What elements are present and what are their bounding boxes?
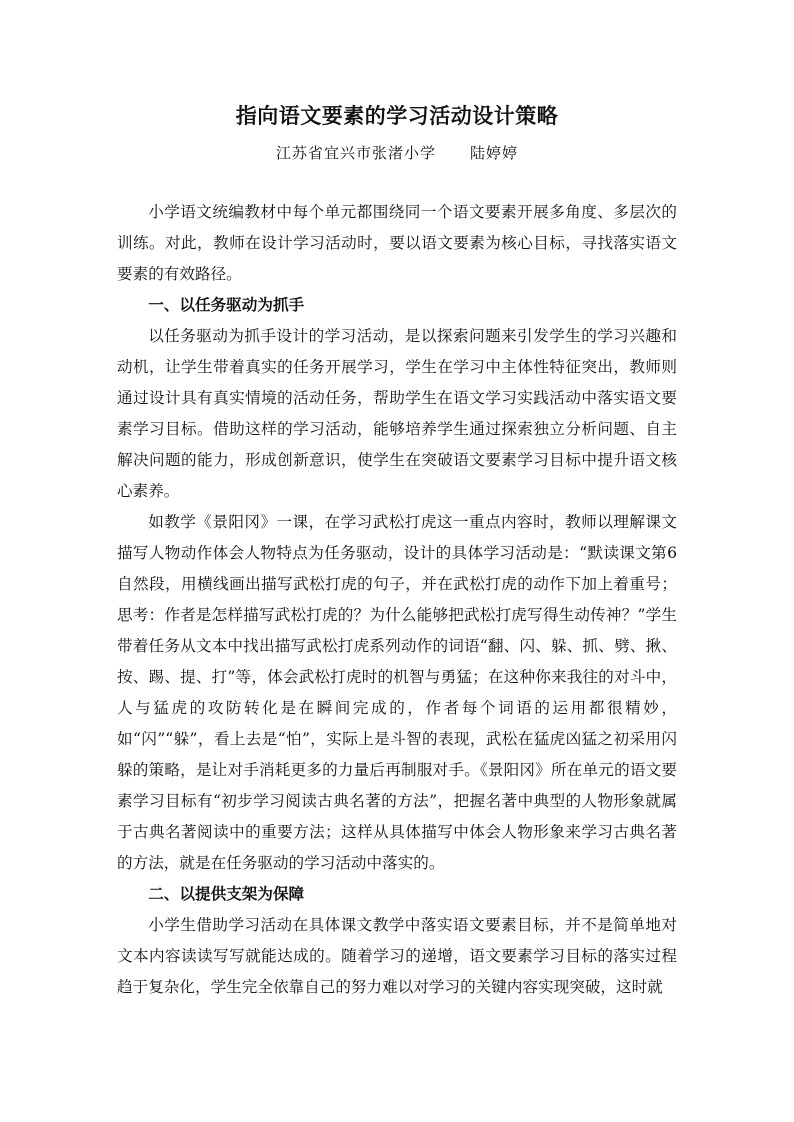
- section1-paragraph-1: 以任务驱动为抓手设计的学习活动，是以探索问题来引发学生的学习兴趣和动机，让学生带着真实的任务开展学习，学生在学习中主体性特征突出，教师则通过设计具有真实情境的活动任务，帮助学生在语文学习实践活动中落实语文要素学习目标。借助这样的学习活动，能够培养学生通过探索独立分析问题、自主解决问题的能力，形成创新意识，使学生在突破语文要素学习目标中提升语文核心素养。: [117, 327, 677, 500]
- article-title: 指向语文要素的学习活动设计策略: [235, 104, 559, 128]
- section-heading-1: 一、以任务驱动为抓手: [148, 296, 305, 314]
- author-affiliation: 江苏省宜兴市张渚小学: [275, 144, 436, 162]
- author-byline: [0, 141, 794, 165]
- section-heading-2: 二、以提供支架为保障: [148, 885, 305, 903]
- author-name: 陆婷婷: [470, 144, 519, 162]
- article-body: [117, 197, 677, 1003]
- section2-paragraph-1: 小学生借助学习活动在具体课文教学中落实语文要素目标，并不是简单地对文本内容读读写写就能达成的。随着学习的递增，语文要素学习目标的落实过程趋于复杂化，学生完全依靠自己的努力难以对学习的关键内容实现突破，这时就: [117, 916, 677, 996]
- intro-paragraph: 小学语文统编教材中每个单元都围绕同一个语文要素开展多角度、多层次的训练。对此，教师在设计学习活动时，要以语文要素为核心目标，寻找落实语文要素的有效路径。: [117, 203, 677, 283]
- section1-paragraph-2: 如教学《景阳冈》一课，在学习武松打虎这一重点内容时，教师以理解课文描写人物动作体会人物特点为任务驱动，设计的具体学习活动是：“默读课文第6自然段，用横线画出描写武松打虎的句子，并在武松打虎的动作下加上着重号；思考：作者是怎样描写武松打虎的？为什么能够把武松打虎写得生动传神？”学生带着任务从文本中找出描写武松打虎系列动作的词语“翻、闪、躲、抓、劈、揪、按、踢、提、打”等，体会武松打虎时的机智与勇猛；在这种你来我往的对斗中，人与猛虎的攻防转化是在瞬间完成的，作者每个词语的运用都很精妙，如“闪”“躲”，看上去是“怕”，实际上是斗智的表现，武松在猛虎凶猛之初采用闪躲的策略，是让对手消耗更多的力量后再制服对手。《景阳冈》所在单元的语文要素学习目标有“初步学习阅读古典名著的方法”，把握名著中典型的人物形象就属于古典名著阅读中的重要方法；这样从具体描写中体会人物形象来学习古典名著的方法，就是在任务驱动的学习活动中落实的。: [117, 513, 677, 872]
